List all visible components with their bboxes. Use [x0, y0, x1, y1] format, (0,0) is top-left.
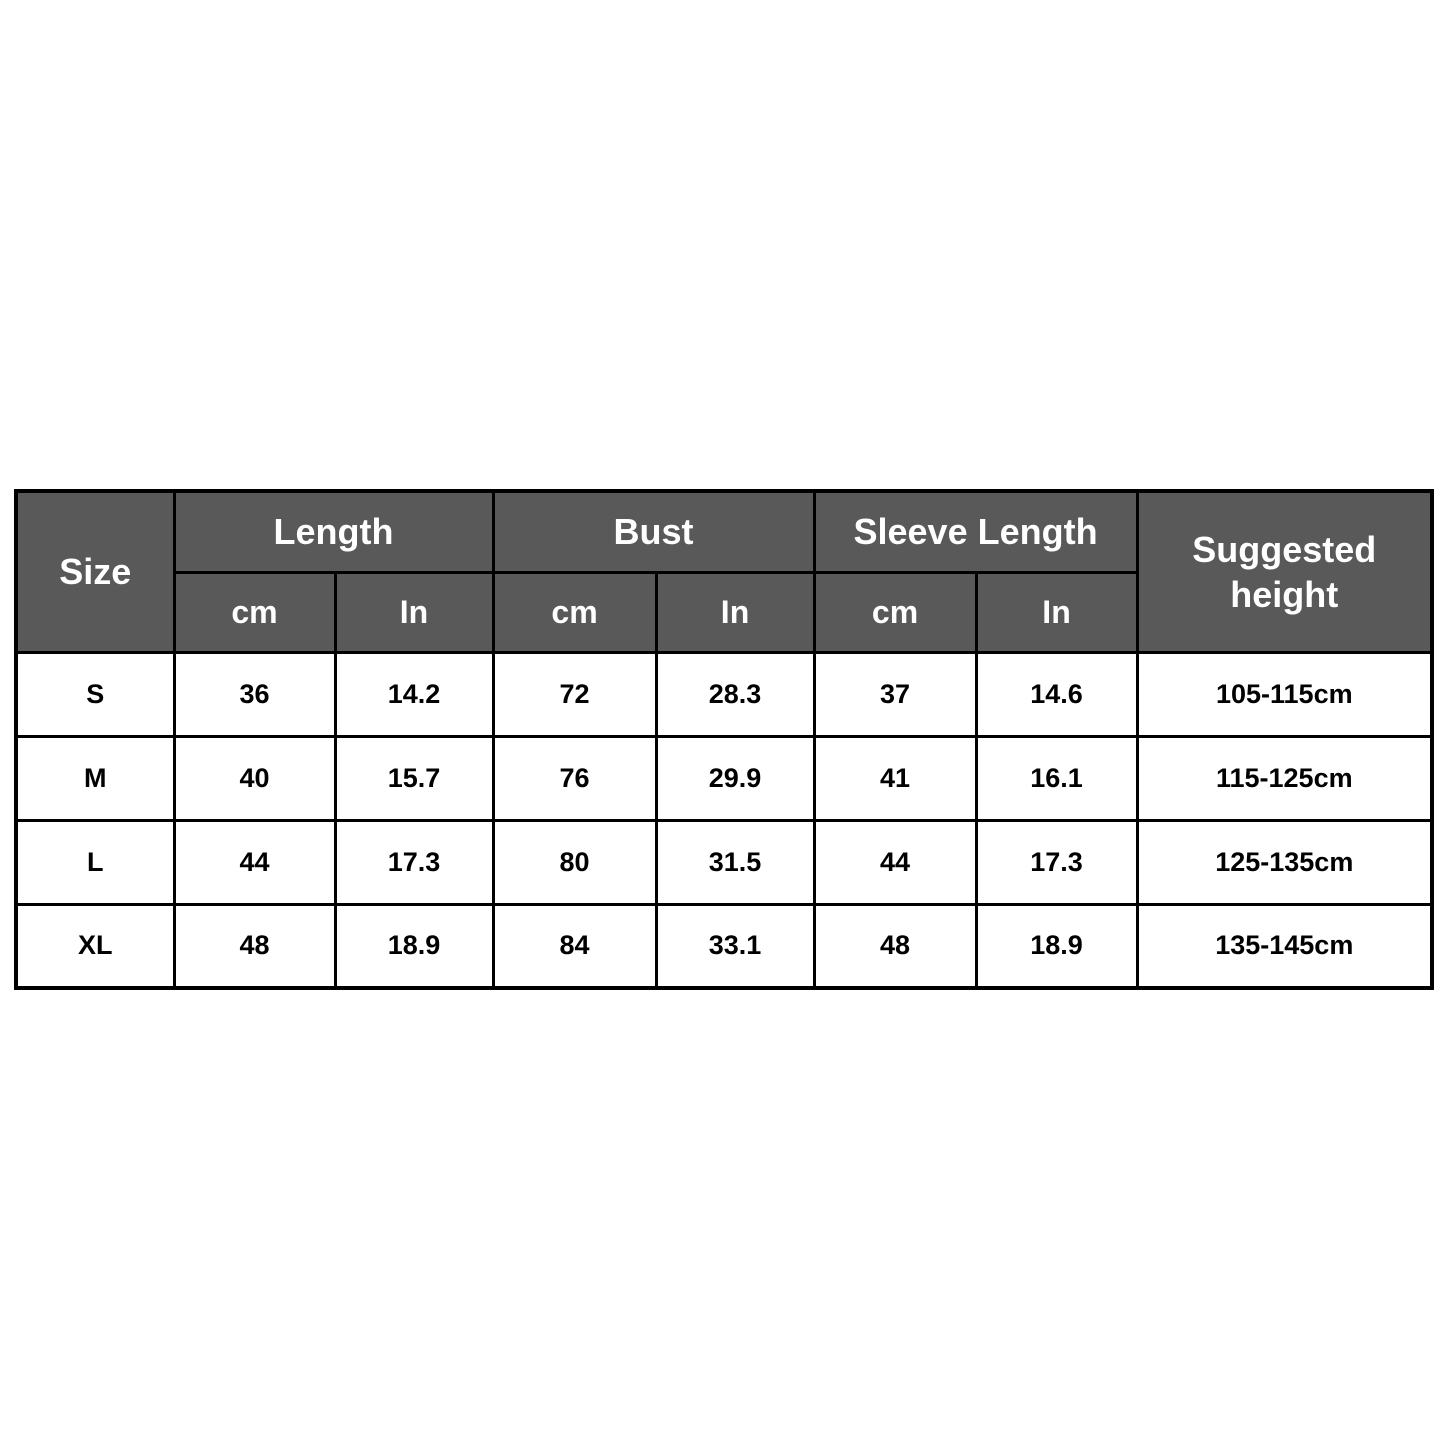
header-sleeve-cm: cm — [814, 572, 976, 652]
cell-length-cm: 36 — [174, 652, 335, 736]
header-length-in: In — [335, 572, 493, 652]
cell-bust-cm: 80 — [493, 820, 656, 904]
header-length: Length — [174, 491, 493, 572]
cell-sleeve-in: 18.9 — [976, 904, 1137, 988]
cell-sleeve-in: 14.6 — [976, 652, 1137, 736]
header-length-cm: cm — [174, 572, 335, 652]
header-bust-in: In — [656, 572, 814, 652]
cell-bust-cm: 72 — [493, 652, 656, 736]
cell-sleeve-in: 17.3 — [976, 820, 1137, 904]
cell-sleeve-in: 16.1 — [976, 736, 1137, 820]
cell-bust-in: 33.1 — [656, 904, 814, 988]
header-sleeve-length: Sleeve Length — [814, 491, 1137, 572]
table-row-l — [16, 820, 1432, 904]
cell-suggested-height: 135-145cm — [1137, 904, 1432, 988]
header-suggested-height: Suggested height — [1137, 491, 1432, 652]
cell-bust-in: 28.3 — [656, 652, 814, 736]
table-row-xl — [16, 904, 1432, 988]
cell-sleeve-cm: 37 — [814, 652, 976, 736]
cell-length-cm: 40 — [174, 736, 335, 820]
cell-sleeve-cm: 44 — [814, 820, 976, 904]
cell-length-cm: 48 — [174, 904, 335, 988]
header-bust-cm: cm — [493, 572, 656, 652]
cell-length-cm: 44 — [174, 820, 335, 904]
cell-suggested-height: 105-115cm — [1137, 652, 1432, 736]
cell-length-in: 17.3 — [335, 820, 493, 904]
cell-length-in: 18.9 — [335, 904, 493, 988]
header-bust: Bust — [493, 491, 814, 572]
cell-size: L — [16, 820, 174, 904]
cell-suggested-height: 125-135cm — [1137, 820, 1432, 904]
table-row-m — [16, 736, 1432, 820]
cell-size: M — [16, 736, 174, 820]
header-sleeve-in: In — [976, 572, 1137, 652]
cell-bust-in: 29.9 — [656, 736, 814, 820]
cell-suggested-height: 115-125cm — [1137, 736, 1432, 820]
cell-size: S — [16, 652, 174, 736]
cell-bust-in: 31.5 — [656, 820, 814, 904]
table-row-s — [16, 652, 1432, 736]
cell-bust-cm: 84 — [493, 904, 656, 988]
cell-length-in: 14.2 — [335, 652, 493, 736]
size-chart-table — [14, 489, 1434, 990]
cell-sleeve-cm: 41 — [814, 736, 976, 820]
cell-bust-cm: 76 — [493, 736, 656, 820]
cell-size: XL — [16, 904, 174, 988]
cell-sleeve-cm: 48 — [814, 904, 976, 988]
header-group-row — [16, 491, 1432, 572]
header-size: Size — [16, 491, 174, 652]
cell-length-in: 15.7 — [335, 736, 493, 820]
